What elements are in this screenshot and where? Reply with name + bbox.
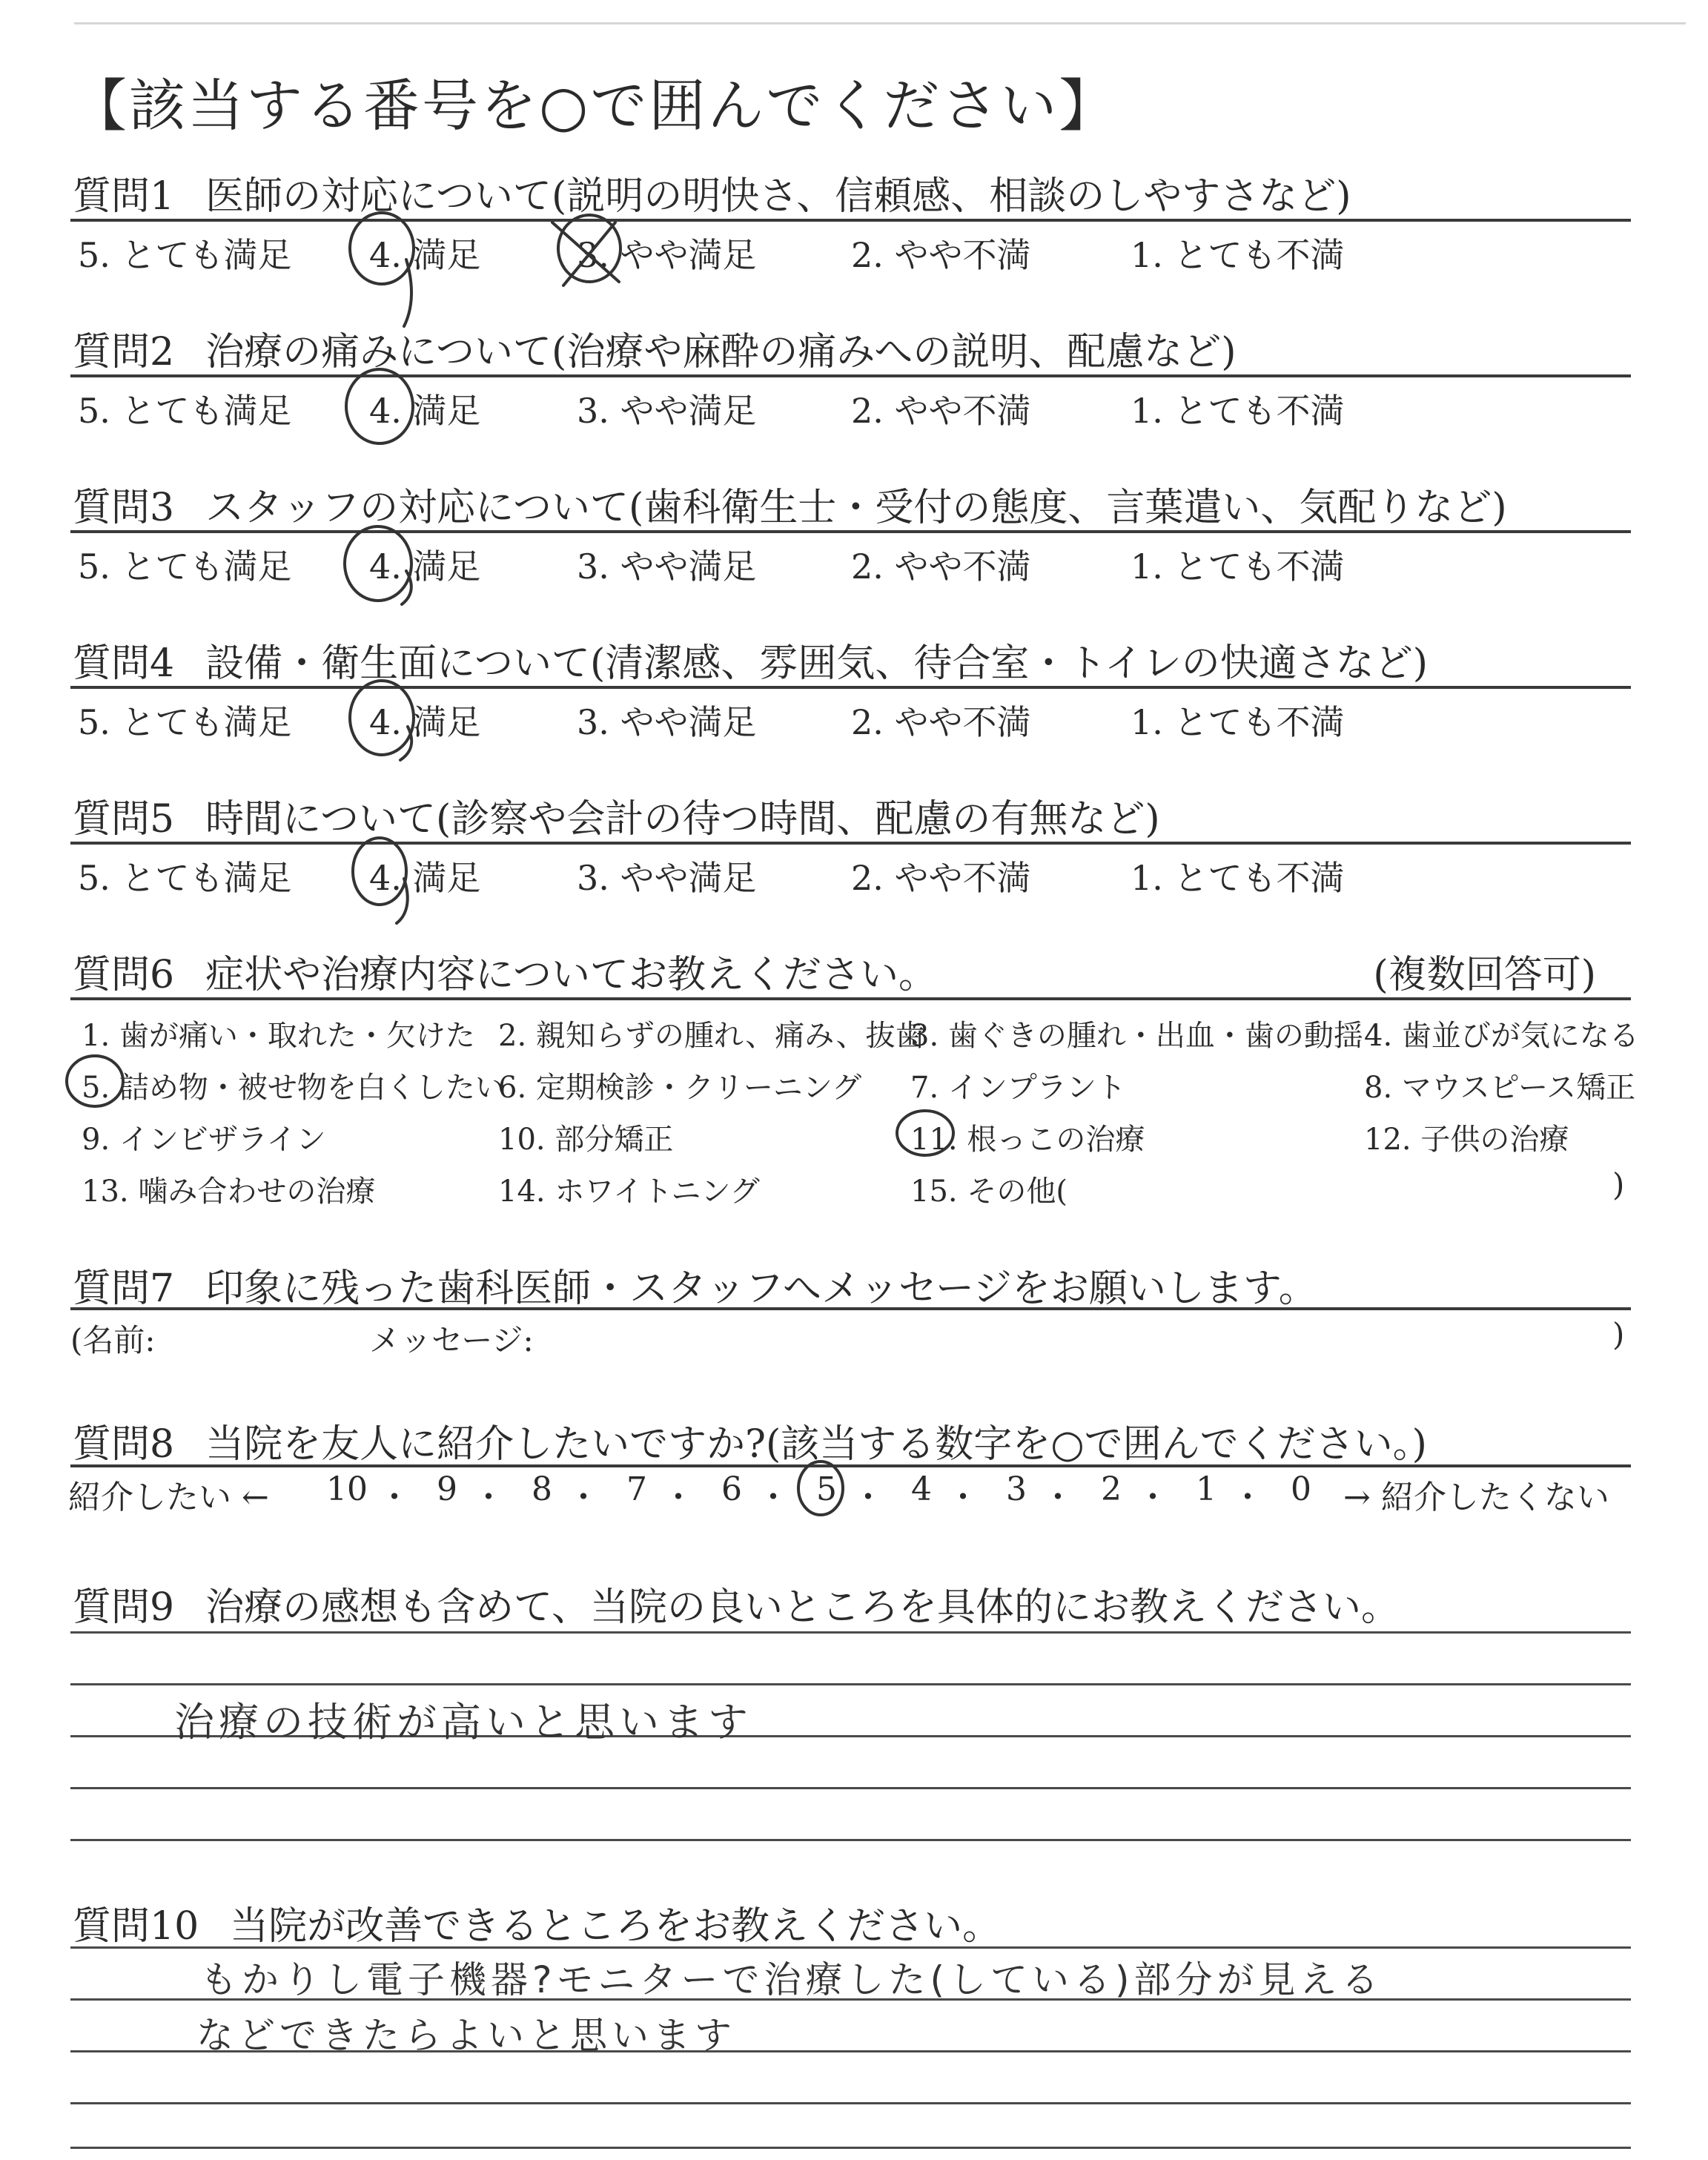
question-3-heading — [73, 476, 1626, 532]
question-6-heading — [73, 943, 1626, 999]
option-somewhat-satisfied[interactable]: 3. やや満足 — [577, 858, 757, 898]
option-very-dissatisfied[interactable]: 1. とても不満 — [1131, 546, 1345, 587]
scale-dot: ・ — [662, 1479, 695, 1516]
scale-value-7[interactable]: 7 — [626, 1470, 647, 1508]
option-somewhat-dissatisfied[interactable]: 2. やや不満 — [851, 702, 1031, 742]
symptom-option[interactable]: 6. 定期検診・クリーニング — [498, 1071, 862, 1105]
divider — [70, 686, 1631, 689]
message-close-paren: ) — [1612, 1316, 1625, 1353]
top-border — [74, 22, 1686, 24]
writing-line — [70, 1839, 1631, 1841]
scale-value-8[interactable]: 8 — [532, 1470, 552, 1508]
option-somewhat-satisfied[interactable]: 3. やや満足 — [577, 702, 757, 742]
option-somewhat-dissatisfied[interactable]: 2. やや不満 — [851, 391, 1031, 431]
divider — [70, 1307, 1631, 1310]
question-9-heading — [73, 1576, 1626, 1631]
option-satisfied[interactable]: 4. 満足 — [369, 391, 481, 431]
q10-handwritten-answer-line1: もかりし電子機器?モニターで治療した(している)部分が見える — [200, 1958, 1383, 2001]
writing-line — [70, 2102, 1631, 2104]
question-text: 当院が改善できるところをお教えください。 — [230, 1904, 1002, 1949]
symptom-option[interactable]: 4. 歯並びが気になる — [1364, 1019, 1639, 1053]
symptom-option-other[interactable]: 15. その他( — [910, 1175, 1068, 1209]
option-somewhat-satisfied[interactable]: 3. やや満足 — [577, 546, 757, 587]
question-number: 質問4 — [73, 641, 175, 686]
question-4-heading — [73, 632, 1626, 687]
scale-value-5[interactable]: 5 — [816, 1470, 837, 1508]
option-very-satisfied[interactable]: 5. とても満足 — [78, 702, 292, 742]
option-satisfied[interactable]: 4. 満足 — [369, 235, 481, 275]
option-somewhat-dissatisfied[interactable]: 2. やや不満 — [851, 235, 1031, 275]
symptom-option[interactable]: 2. 親知らずの腫れ、痛み、抜歯 — [498, 1019, 925, 1053]
symptom-option[interactable]: 14. ホワイトニング — [498, 1175, 760, 1209]
question-number: 質問8 — [73, 1422, 175, 1467]
option-satisfied[interactable]: 4. 満足 — [369, 546, 481, 587]
scale-dot: ・ — [1231, 1479, 1264, 1516]
question-text: 印象に残った歯科医師・スタッフへメッセージをお願いします。 — [205, 1266, 1317, 1311]
question-number: 質問1 — [73, 174, 175, 219]
symptom-option[interactable]: 5. 詰め物・被せ物を白くしたい — [82, 1071, 505, 1105]
page-title: 【該当する番号を○で囲んでください】 — [70, 73, 1118, 139]
symptom-option[interactable]: 7. インプラント — [910, 1071, 1126, 1105]
scale-value-4[interactable]: 4 — [911, 1470, 932, 1508]
option-very-dissatisfied[interactable]: 1. とても不満 — [1131, 858, 1345, 898]
divider — [70, 530, 1631, 533]
scale-value-9[interactable]: 9 — [437, 1470, 457, 1508]
scale-value-10[interactable]: 10 — [326, 1470, 368, 1508]
writing-line — [70, 1683, 1631, 1685]
question-8-heading — [73, 1413, 1626, 1468]
scale-dot: ・ — [757, 1479, 790, 1516]
question-2-heading — [73, 320, 1626, 376]
divider — [70, 842, 1631, 845]
scale-value-2[interactable]: 2 — [1101, 1470, 1122, 1508]
scale-dot: ・ — [1042, 1479, 1074, 1516]
symptom-option[interactable]: 9. インビザライン — [82, 1123, 326, 1157]
question-number: 質問3 — [73, 486, 175, 530]
question-number: 質問6 — [73, 953, 175, 997]
question-5-heading — [73, 787, 1626, 843]
question-text: 時間について(診察や会計の待つ時間、配慮の有無など) — [205, 797, 1160, 842]
scale-value-3[interactable]: 3 — [1006, 1470, 1027, 1508]
option-satisfied[interactable]: 4. 満足 — [369, 702, 481, 742]
option-very-satisfied[interactable]: 5. とても満足 — [78, 546, 292, 587]
writing-line — [70, 2147, 1631, 2149]
writing-line — [70, 1631, 1631, 1634]
multiple-answers-note: (複数回答可) — [1373, 953, 1596, 997]
question-text: 当院を友人に紹介したいですか?(該当する数字を○で囲んでください。) — [205, 1422, 1427, 1467]
symptom-option[interactable]: 3. 歯ぐきの腫れ・出血・歯の動揺 — [910, 1019, 1363, 1053]
scale-dot: ・ — [1136, 1479, 1169, 1516]
scale-dot: ・ — [947, 1479, 979, 1516]
option-somewhat-dissatisfied[interactable]: 2. やや不満 — [851, 546, 1031, 587]
scale-value-6[interactable]: 6 — [721, 1470, 742, 1508]
symptom-option[interactable]: 12. 子供の治療 — [1364, 1123, 1569, 1157]
option-very-dissatisfied[interactable]: 1. とても不満 — [1131, 702, 1345, 742]
name-label: (名前: — [70, 1322, 156, 1358]
question-number: 質問7 — [73, 1266, 175, 1311]
option-very-satisfied[interactable]: 5. とても満足 — [78, 235, 292, 275]
option-very-dissatisfied[interactable]: 1. とても不満 — [1131, 391, 1345, 431]
message-label: メッセージ: — [369, 1322, 534, 1358]
option-very-satisfied[interactable]: 5. とても満足 — [78, 858, 292, 898]
option-somewhat-dissatisfied[interactable]: 2. やや不満 — [851, 858, 1031, 898]
question-number: 質問2 — [73, 330, 175, 374]
question-text: 設備・衛生面について(清潔感、雰囲気、待合室・トイレの快適さなど) — [205, 641, 1429, 686]
option-somewhat-satisfied[interactable]: 3. やや満足 — [577, 391, 757, 431]
scale-dot: ・ — [567, 1479, 600, 1516]
scale-dot: ・ — [852, 1479, 884, 1516]
q9-handwritten-answer: 治療の技術が高いと思います — [174, 1699, 752, 1745]
other-close-paren: ) — [1612, 1166, 1625, 1203]
symptom-option[interactable]: 13. 噛み合わせの治療 — [82, 1175, 376, 1209]
option-very-satisfied[interactable]: 5. とても満足 — [78, 391, 292, 431]
symptom-option[interactable]: 11. 根っこの治療 — [910, 1123, 1145, 1157]
symptom-option[interactable]: 1. 歯が痛い・取れた・欠けた — [82, 1019, 475, 1053]
option-satisfied[interactable]: 4. 満足 — [369, 858, 481, 898]
scale-left-label: 紹介したい ← — [68, 1479, 269, 1516]
divider — [70, 219, 1631, 222]
question-7-heading — [73, 1257, 1626, 1312]
scale-right-label: → 紹介したくない — [1343, 1479, 1609, 1516]
writing-line — [70, 1787, 1631, 1789]
divider — [70, 997, 1631, 1000]
divider — [70, 374, 1631, 377]
question-number: 質問5 — [73, 797, 175, 842]
question-text: 医師の対応について(説明の明快さ、信頼感、相談のしやすさなど) — [205, 174, 1351, 219]
question-number: 質問9 — [73, 1585, 175, 1630]
scale-dot: ・ — [378, 1479, 411, 1516]
symptom-option[interactable]: 8. マウスピース矯正 — [1364, 1071, 1636, 1105]
question-text: 治療の感想も含めて、当院の良いところを具体的にお教えください。 — [205, 1585, 1400, 1630]
question-text: 治療の痛みについて(治療や麻酔の痛みへの説明、配慮など) — [205, 330, 1237, 374]
option-somewhat-satisfied[interactable]: 3. やや満足 — [577, 235, 757, 275]
symptom-option[interactable]: 10. 部分矯正 — [498, 1123, 674, 1157]
option-very-dissatisfied[interactable]: 1. とても不満 — [1131, 235, 1345, 275]
divider — [70, 1464, 1631, 1467]
scale-value-1[interactable]: 1 — [1196, 1470, 1217, 1508]
question-1-heading — [73, 165, 1626, 220]
question-10-heading — [73, 1895, 1626, 1950]
writing-line — [70, 1946, 1631, 1949]
question-text: 症状や治療内容についてお教えください。 — [205, 953, 938, 997]
scale-dot: ・ — [472, 1479, 505, 1516]
q10-handwritten-answer-line2: などできたらよいと思います — [196, 2014, 736, 2057]
question-text: スタッフの対応について(歯科衛生士・受付の態度、言葉遣い、気配りなど) — [205, 486, 1507, 530]
question-number: 質問10 — [73, 1904, 199, 1949]
scale-value-0[interactable]: 0 — [1291, 1470, 1311, 1508]
